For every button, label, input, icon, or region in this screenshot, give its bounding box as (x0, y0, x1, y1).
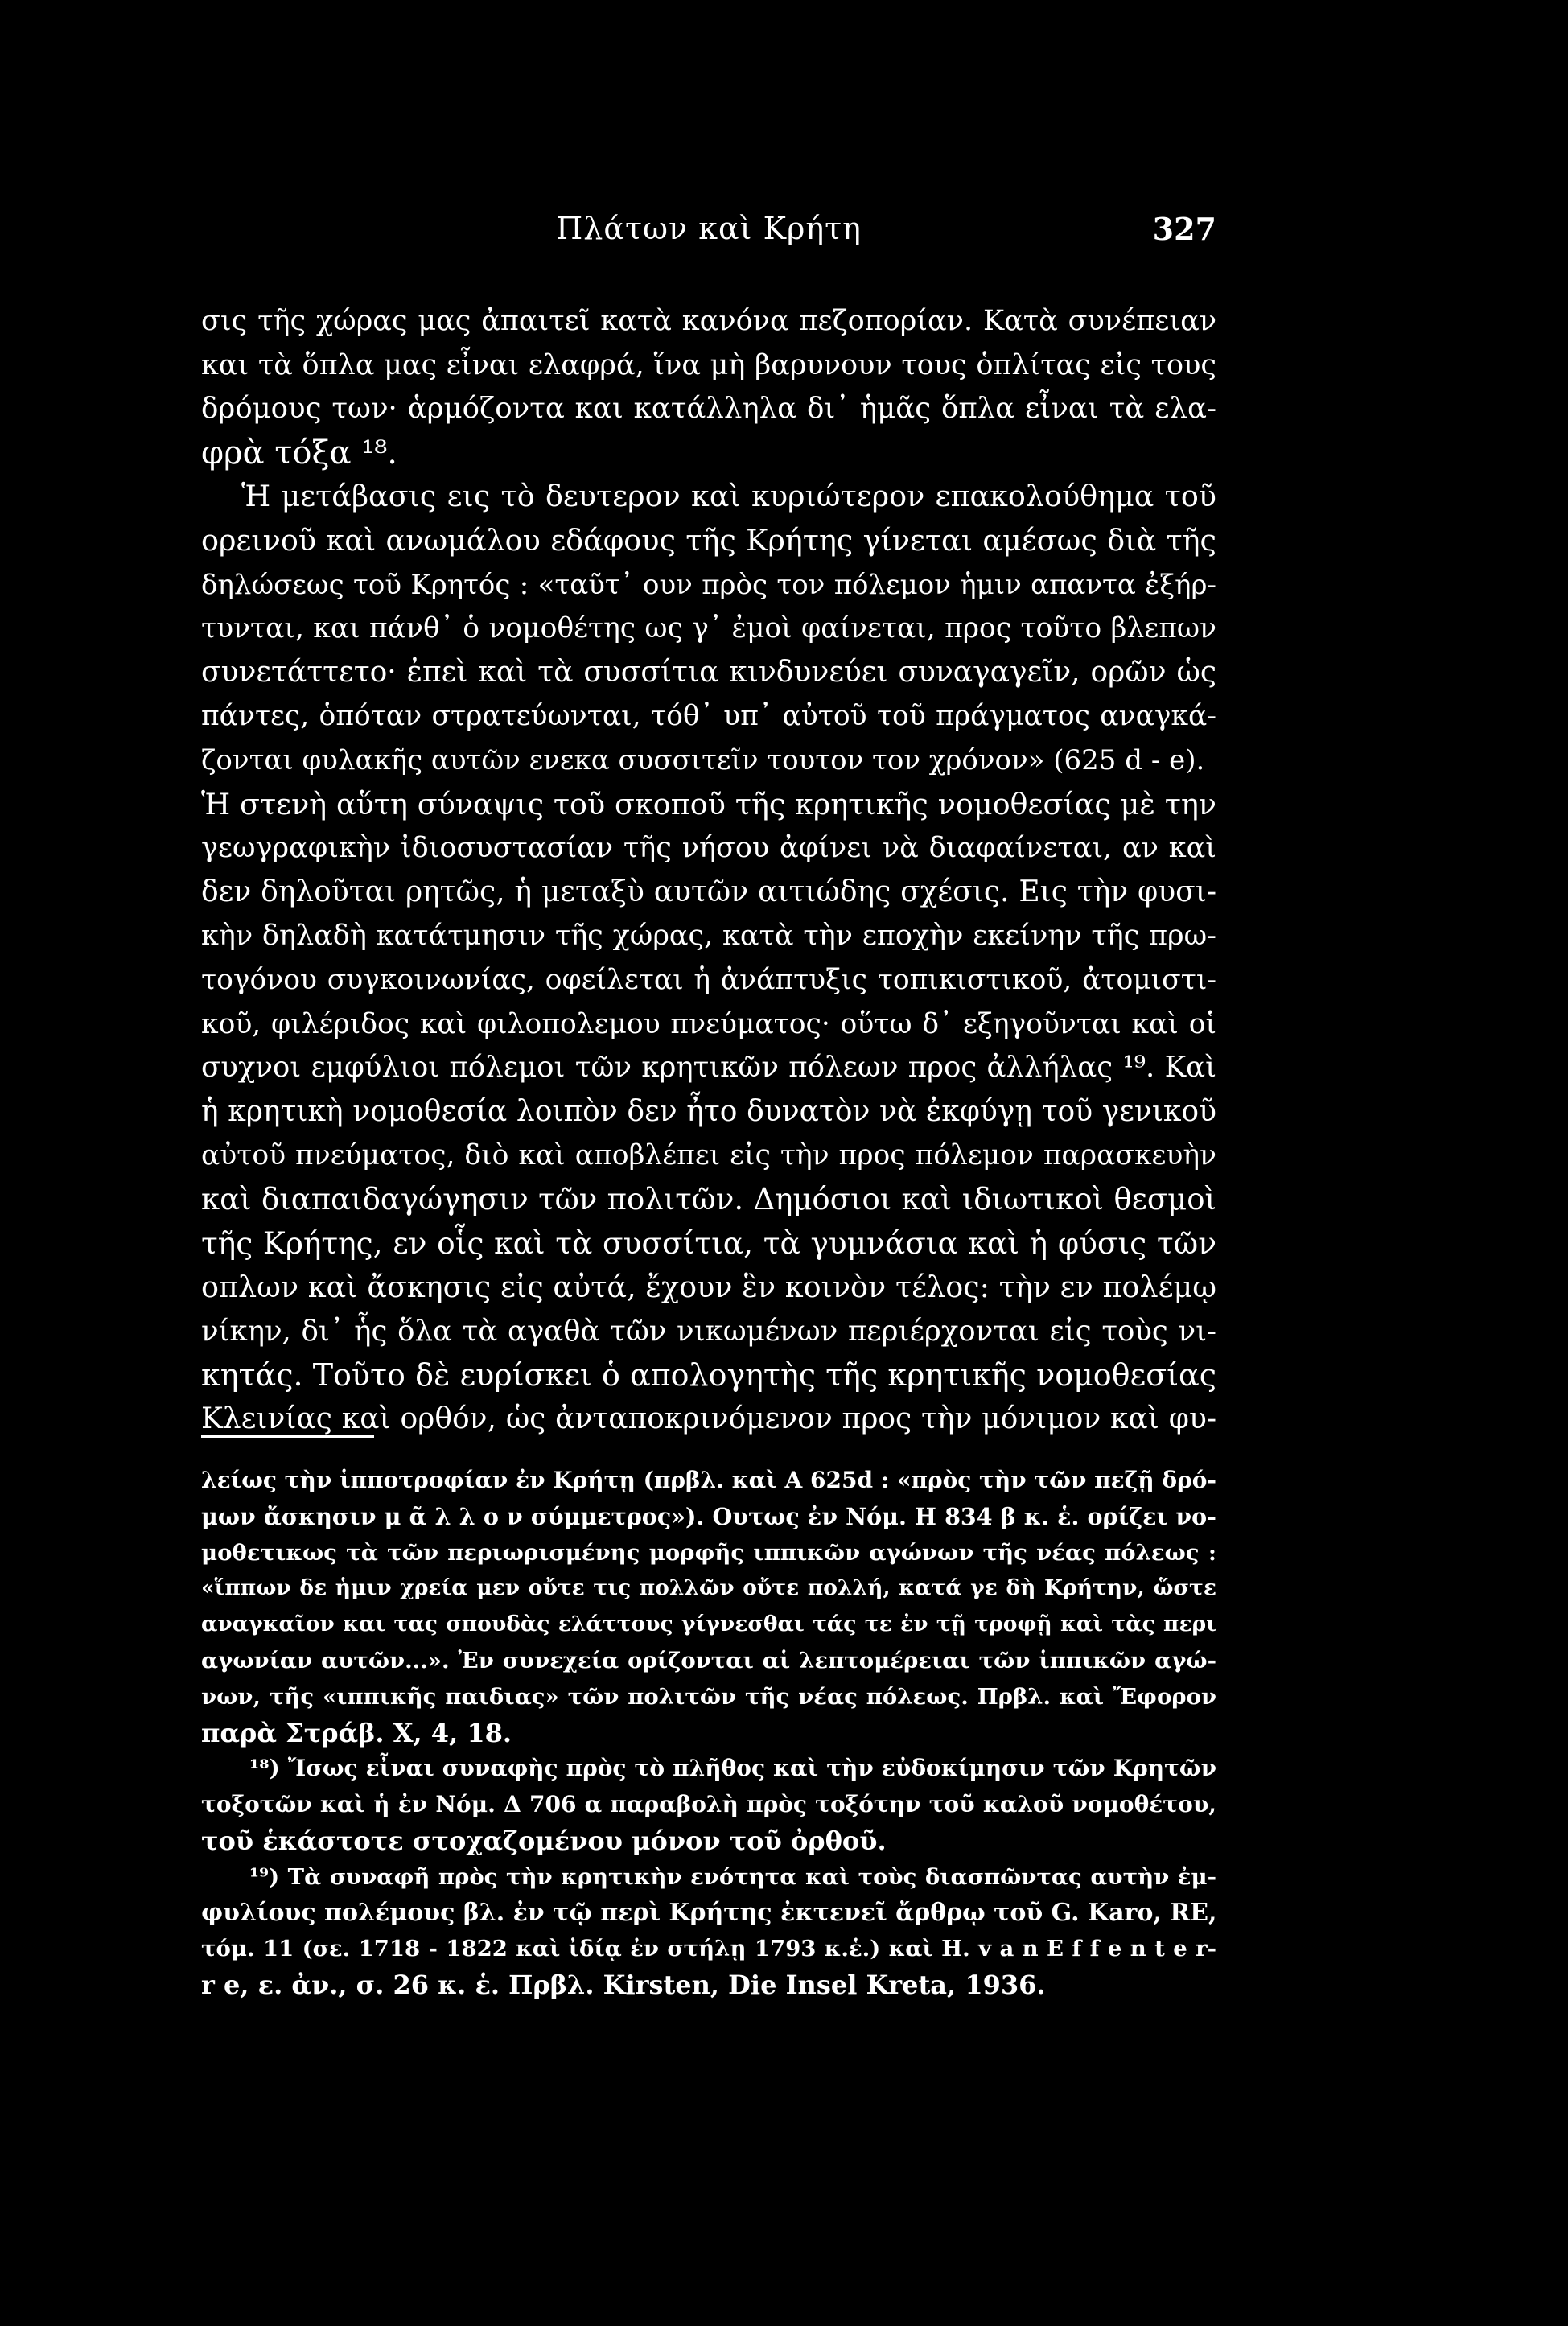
text-line: δρόμους των· ἁρμόζοντα και κατάλληλα δι᾽ ἡμᾶς ὅπλα εἶναι τὰ ελα- (201, 392, 1216, 426)
running-head (201, 211, 1216, 259)
footnote-line: τοξοτῶν καὶ ἡ ἐν Νόμ. Δ 706 α παραβολὴ πρὸς τοξότην τοῦ καλοῦ νομοθέτου, (201, 1791, 1216, 1818)
footnote-line: τοῦ ἑκάστοτε στοχαζομένου μόνον τοῦ ὀρθοῦ. (201, 1825, 887, 1856)
footnote-line: λείως τὴν ἱπποτροφίαν ἐν Κρήτῃ (πρβλ. καὶ Α 625d : «πρὸς τὴν τῶν πεζῇ δρό- (201, 1467, 1216, 1493)
text-line: κητάς. Τοῦτο δὲ ευρίσκει ὁ απολογητὴς τῆς κρητικῆς νομοθεσίας (201, 1357, 1216, 1394)
text-line: αὐτοῦ πνεύματος, διὸ καὶ αποβλέπει εἰς τὴν προς πόλεμον παρασκευὴν (201, 1139, 1216, 1172)
footnote-line: μοθετικως τὰ τῶν περιωρισμένης μορφῆς ιππικῶν αγώνων τῆς νέας πόλεως : (201, 1539, 1216, 1566)
text-line: δηλώσεως τοῦ Κρητός : «ταῦτ᾽ ουν πρὸς τον πόλεμον ἡμιν απαντα ἐξήρ- (201, 568, 1216, 601)
text-line: Κλεινίας καὶ ορθόν, ὡς ἀνταποκρινόμενον προς τὴν μόνιμον καὶ φυ- (201, 1402, 1216, 1435)
text-line: ἡ κρητικὴ νομοθεσία λοιπὸν δεν ἦτο δυνατὸν νὰ ἐκφύγῃ τοῦ γενικοῦ (201, 1094, 1216, 1128)
text-line: γεωγραφικὴν ἰδιοσυστασίαν τῆς νήσου ἀφίνει νὰ διαφαίνεται, αν καὶ (201, 832, 1216, 865)
footnote-line: r e, ε. ἀν., σ. 26 κ. ἑ. Πρβλ. Kirsten, Die Insel Kreta, 1936. (201, 1970, 1046, 2001)
text-line: δεν δηλοῦται ρητῶς, ἡ μεταξὺ αυτῶν αιτιώδης σχέσις. Εις τὴν φυσι- (201, 875, 1216, 908)
footnote-line: αναγκαῖον και τας σπουδὰς ελάττους γίγνεσθαι τάς τε ἐν τῇ τροφῇ καὶ τὰς περι (201, 1612, 1216, 1637)
text-line: πάντες, ὁπόταν στρατεύωνται, τόθ᾽ υπ᾽ αὐτοῦ τοῦ πράγματος αναγκά- (201, 700, 1216, 733)
running-title: Πλάτων καὶ Κρήτη (556, 211, 862, 246)
text-line: και τὰ ὅπλα μας εἶναι ελαφρά, ἵνα μὴ βαρυνουν τους ὁπλίτας εἰς τους (201, 348, 1216, 381)
footnote-line: μων ἄσκησιν μ ᾶ λ λ ο ν σύμμετρος»). Ουτως ἐν Νόμ. Η 834 β κ. ἑ. ορίζει νο- (201, 1502, 1216, 1530)
text-line: καὶ διαπαιδαγώγησιν τῶν πολιτῶν. Δημόσιοι καὶ ιδιωτικοὶ θεσμοὶ (201, 1181, 1216, 1217)
text-line: φρὰ τόξα ¹⁸. (201, 434, 398, 471)
text-line: Ἡ μετάβασις εις τὸ δευτερον καὶ κυριώτερον επακολούθημα τοῦ (241, 479, 1216, 514)
text-line: σις τῆς χώρας μας ἀπαιτεῖ κατὰ κανόνα πεζοπορίαν. Κατὰ συνέπειαν (201, 305, 1216, 337)
text-line: ορεινοῦ καὶ ανωμάλου εδάφους τῆς Κρήτης γίνεται αμέσως διὰ τῆς (201, 522, 1216, 558)
footnotes (201, 1463, 1216, 2003)
text-line: τογόνου συγκοινωνίας, οφείλεται ἡ ἀνάπτυξις τοπικιστικοῦ, ἀτομιστι- (201, 963, 1216, 996)
footnote-line: φυλίους πολέμους βλ. ἐν τῷ περὶ Κρήτης ἐκτενεῖ ἄρθρῳ τοῦ G. Karo, RE, (201, 1898, 1216, 1927)
footnote-line: τόμ. 11 (σε. 1718 - 1822 καὶ ἰδίᾳ ἐν στήλῃ 1793 κ.ἑ.) καὶ Η. v a n E f f e n t e r- (201, 1936, 1216, 1962)
text-line: συνετάττετο· ἐπεὶ καὶ τὰ συσσίτια κινδυνεύει συναγαγεῖν, ορῶν ὡς (201, 655, 1216, 689)
text-line: συχνοι εμφύλιοι πόλεμοι τῶν κρητικῶν πόλεων προς ἀλλήλας ¹⁹. Καὶ (201, 1051, 1216, 1085)
footnote-line: αγωνίαν αυτῶν...». Ἐν συνεχεία ορίζονται αἱ λεπτομέρειαι τῶν ἱππικῶν αγώ- (201, 1647, 1216, 1673)
footnote-18: ¹⁸) Ἴσως εἶναι συναφὴς πρὸς τὸ πλῆθος καὶ τὴν εὐδοκίμησιν τῶν Κρητῶν (249, 1755, 1216, 1782)
text-line: κοῦ, φιλέριδος καὶ φιλοπολεμου πνεύματος· οὕτω δ᾽ εξηγοῦνται καὶ οἱ (201, 1007, 1216, 1040)
text-line: τῆς Κρήτης, εν οἷς καὶ τὰ συσσίτια, τὰ γυμνάσια καὶ ἡ φύσις τῶν (201, 1225, 1216, 1262)
text-line: ζονται φυλακῆς αυτῶν ενεκα συσσιτεῖν τουτον τον χρόνον» (625 d - e). (201, 743, 1205, 776)
text-line: κὴν δηλαδὴ κατάτμησιν τῆς χώρας, κατὰ τὴν εποχὴν εκείνην τῆς πρω- (201, 920, 1216, 953)
main-text (201, 299, 1216, 1441)
text-line: Ἡ στενὴ αὕτη σύναψις τοῦ σκοποῦ τῆς κρητικῆς νομοθεσίας μὲ την (201, 786, 1216, 821)
text-line: νίκην, δι᾽ ἧς ὅλα τὰ αγαθὰ τῶν νικωμένων περιέρχονται εἰς τοὺς νι- (201, 1314, 1216, 1348)
footnote-19: ¹⁹) Τὰ συναφῆ πρὸς τὴν κρητικὴν ενότητα καὶ τοὺς διασπῶντας αυτὴν ἐμ- (249, 1863, 1216, 1890)
text-line: τυνται, και πάνθ᾽ ὁ νομοθέτης ως γ᾽ ἐμοὶ φαίνεται, προς τοῦτο βλεπων (201, 612, 1216, 645)
footnote-separator (201, 1435, 374, 1438)
footnote-line: νων, τῆς «ιππικῆς παιδιας» τῶν πολιτῶν τῆς νέας πόλεως. Πρβλ. καὶ Ἔφορον (201, 1683, 1216, 1710)
text-line: οπλων καὶ ἄσκησις εἰς αὐτά, ἔχουν ἓν κοινὸν τέλος: τὴν εν πολέμῳ (201, 1270, 1216, 1305)
footnote-line: παρὰ Στράβ. Χ, 4, 18. (201, 1717, 512, 1748)
page-number: 327 (1152, 211, 1216, 247)
footnote-line: «ἵππων δε ἡμιν χρεία μεν οὔτε τις πολλῶν οὔτε πολλή, κατά γε δὴ Κρήτην, ὥστε (201, 1575, 1216, 1601)
